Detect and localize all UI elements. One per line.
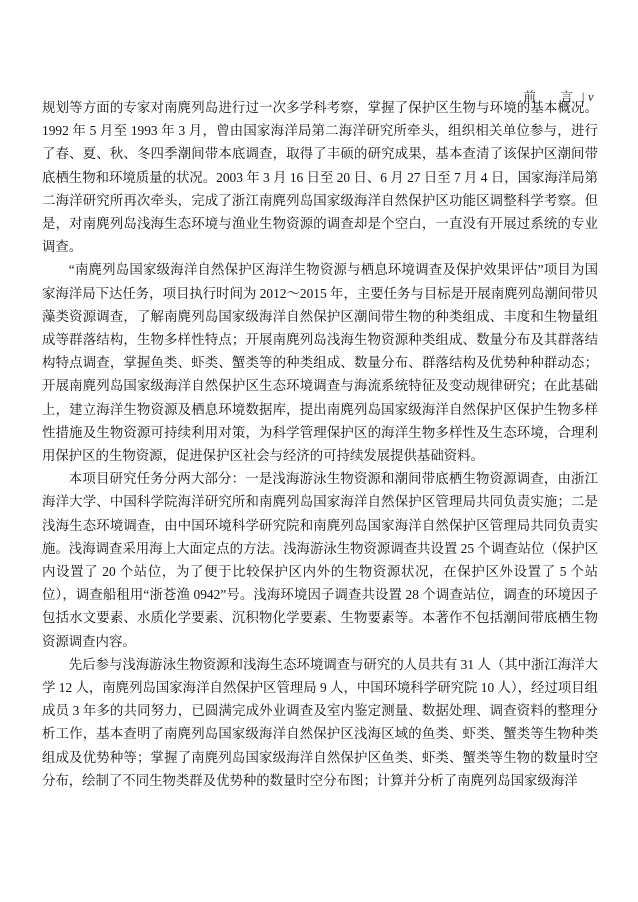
header-section-label: 前 言 bbox=[523, 90, 579, 104]
body-text bbox=[42, 96, 598, 792]
paragraph-1: 规划等方面的专家对南麂列岛进行过一次多学科考察，掌握了保护区生物与环境的基本概况。1992 年 5 月至 1993 年 3 月，曾由国家海洋局第二海洋研究所牵头，组织相关单位参与，进行了春、夏、秋、冬四季潮间带本底调查，取得了丰硕的研究成果，基本查清了该保护区潮间带底栖生物和环境质量的状况。2003 年 3 月 16 日至 20 日、6 月 27 日至 7 月 4 日，国家海洋局第二海洋研究所再次牵头，完成了浙江南麂列岛国家级海洋自然保护区功能区调整科学考察。但是，对南麂列岛浅海生态环境与渔业生物资源的调查却是个空白，一直没有开展过系统的专业调查。 bbox=[42, 100, 598, 255]
paragraph-2: “南麂列岛国家级海洋自然保护区海洋生物资源与栖息环境调查及保护效果评估”项目为国家海洋局下达任务，项目执行时间为 2012～2015 年，主要任务与目标是开展南麂列岛潮间带贝藻类资源调查，了解南麂列岛国家级海洋自然保护区潮间带生物的种类组成、丰度和生物量组成等群落结构，生物多样性特点；开展南麂列岛浅海生物资源种类组成、数量分布及其群落结构特点调查，掌握鱼类、虾类、蟹类等的种类组成、数量分布、群落结构及优势种种群动态；开展南麂列岛国家级海洋自然保护区生态环境调查与海流系统特征及变动规律研究；在此基础上，建立海洋生物资源及栖息环境数据库，提出南麂列岛国家级海洋自然保护区保护生物多样性措施及生物资源可持续利用对策，为科学管理保护区的海洋生物多样性及生态环境，合理利用保护区的生物资源，促进保护区社会与经济的可持续发展提供基础资料。 bbox=[42, 262, 598, 464]
paragraph-3: 本项目研究任务分两大部分：一是浅海游泳生物资源和潮间带底栖生物资源调查，由浙江海洋大学、中国科学院海洋研究所和南麂列岛国家海洋自然保护区管理局共同负责实施；二是浅海生态环境调查，由中国环境科学研究院和南麂列岛国家海洋自然保护区管理局共同负责实施。浅海调查采用海上大面定点的方法。浅海游泳生物资源调查共设置 25 个调查站位（保护区内设置了 20 个站位，为了便于比较保护区内外的生物资源状况，在保护区外设置了 5 个站位），调查船租用“浙苍渔 0942”号。浅海环境因子调查共设置 28 个调查站位，调查的环境因子包括水文要素、水质化学要素、沉积物化学要素、生物要素等。本著作不包括潮间带底栖生物资源调查内容。 bbox=[42, 471, 598, 649]
header-separator: | bbox=[581, 90, 585, 104]
header-page-number: v bbox=[587, 90, 594, 104]
paragraph-4: 先后参与浅海游泳生物资源和浅海生态环境调查与研究的人员共有 31 人（其中浙江海洋大学 12 人，南麂列岛国家海洋自然保护区管理局 9 人，中国环境科学研究院 10 人），经过项目组成员 3 年多的共同努力，已圆满完成外业调查及室内鉴定测量、数据处理、调查资料的整理分析工作，基本查明了南麂列岛国家级海洋自然保护区浅海区域的鱼类、虾类、蟹类等生物种类组成及优势种等；掌握了南麂列岛国家级海洋自然保护区鱼类、虾类、蟹类等生物的数量时空分布，绘制了不同生物类群及优势种的数量时空分布图；计算并分析了南麂列岛国家级海洋 bbox=[42, 656, 598, 788]
